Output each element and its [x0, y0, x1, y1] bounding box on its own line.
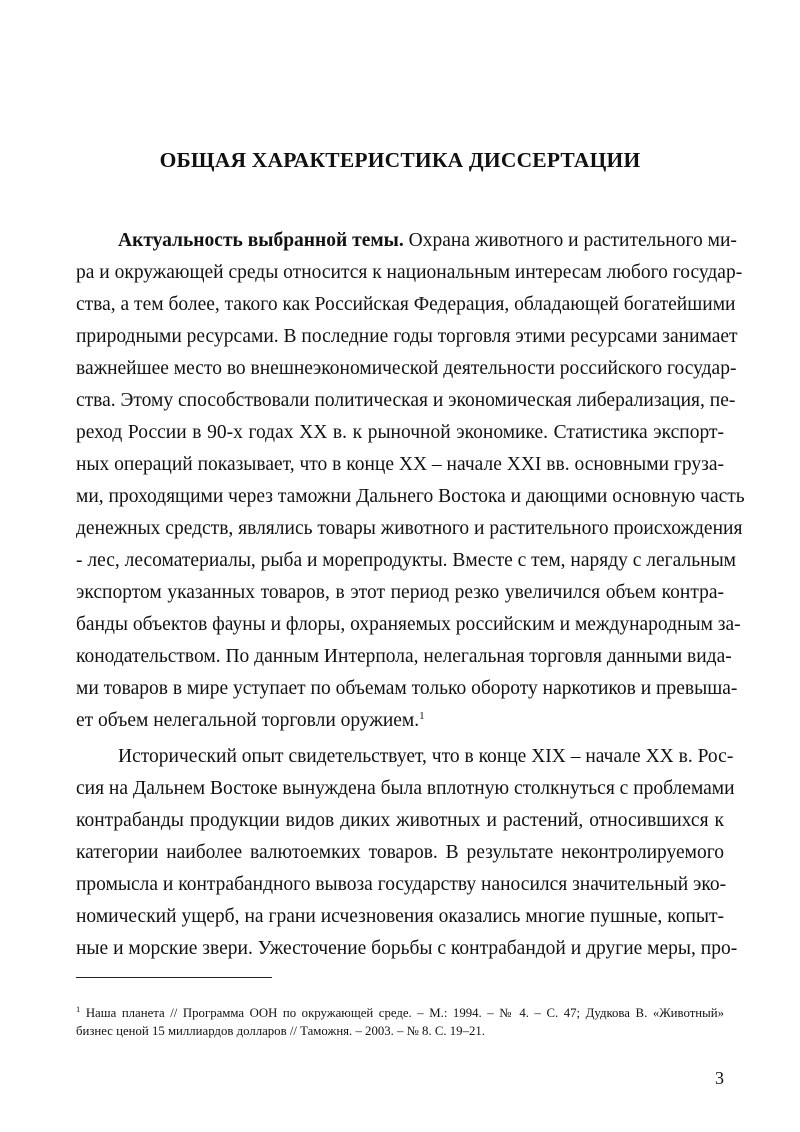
text-line: ми, проходящими через таможни Дальнего Востока и дающими основную часть: [76, 486, 745, 507]
text-line: важнейшее место во внешнеэкономической деятельности российского государ-: [76, 358, 737, 379]
page-title: ОБЩАЯ ХАРАКТЕРИСТИКА ДИССЕРТАЦИИ: [159, 148, 641, 172]
text-line: экспортом указанных товаров, в этот период резко увеличился объем контра-: [76, 582, 724, 603]
text-line: денежных средств, являлись товары животного и растительного происхождения: [76, 518, 743, 539]
footnote-text: Наша планета // Программа ООН по окружающей среде. – М.: 1994. – № 4. – С. 47; Дудкова В. «Животный»: [85, 1006, 725, 1020]
text-line: - лес, лесоматериалы, рыба и морепродукты. Вместе с тем, наряду с легальным: [76, 550, 737, 571]
text-line: конодательством. По данным Интерпола, нелегальная торговля данными вида-: [76, 646, 732, 667]
text-line-content: ет объем нелегальной торговли оружием.: [76, 710, 420, 731]
footnote-line: бизнес ценой 15 миллиардов долларов // Таможня. – 2003. – № 8. С. 19–21.: [76, 1024, 485, 1038]
section-heading: Актуальность выбранной темы.: [118, 230, 404, 251]
text-line: номический ущерб, на грани исчезновения оказались многие пушные, копыт-: [76, 906, 724, 927]
text-line: ных операций показывает, что в конце XX – начале XXI вв. основными груза-: [76, 454, 725, 475]
text-line: ми товаров в мире уступает по объемам только обороту наркотиков и превыша-: [76, 678, 738, 699]
footnote-mark: 1: [76, 1004, 81, 1014]
text-line: контрабанды продукции видов диких животных и растений, относившихся к: [76, 810, 724, 831]
text-line: [76, 705, 724, 737]
text-line: категории наиболее валютоемких товаров. В результате неконтролируемого: [76, 842, 724, 863]
text-line: Исторический опыт свидетельствует, что в конце XIX – начале XX в. Рос-: [118, 746, 734, 767]
text-line-content: Охрана животного и растительного ми-: [408, 230, 737, 251]
text-line: реход России в 90-х годах XX в. к рыночной экономике. Статистика экспорт-: [76, 422, 724, 443]
text-line: промысла и контрабандного вывоза государству наносился значительный эко-: [76, 874, 727, 895]
page-number: 3: [715, 1068, 724, 1088]
text-line: сия на Дальнем Востоке вынуждена была вплотную столкнуться с проблемами: [76, 778, 735, 799]
text-line: ства, а тем более, такого как Российская Федерация, обладающей богатейшими: [76, 294, 736, 315]
text-line: природными ресурсами. В последние годы торговля этими ресурсами занимает: [76, 326, 738, 347]
footnote-separator: [76, 977, 272, 978]
text-line: ства. Этому способствовали политическая и экономическая либерализация, пе-: [76, 390, 736, 411]
footnote-reference[interactable]: 1: [419, 710, 425, 722]
footnote-line: [76, 1004, 724, 1022]
text-line: ра и окружающей среды относится к национальным интересам любого государ-: [76, 262, 743, 283]
text-line: банды объектов фауны и флоры, охраняемых российским и международным за-: [76, 614, 741, 635]
text-line: [118, 225, 737, 257]
text-line: ные и морские звери. Ужесточение борьбы с контрабандой и другие меры, про-: [76, 938, 738, 959]
